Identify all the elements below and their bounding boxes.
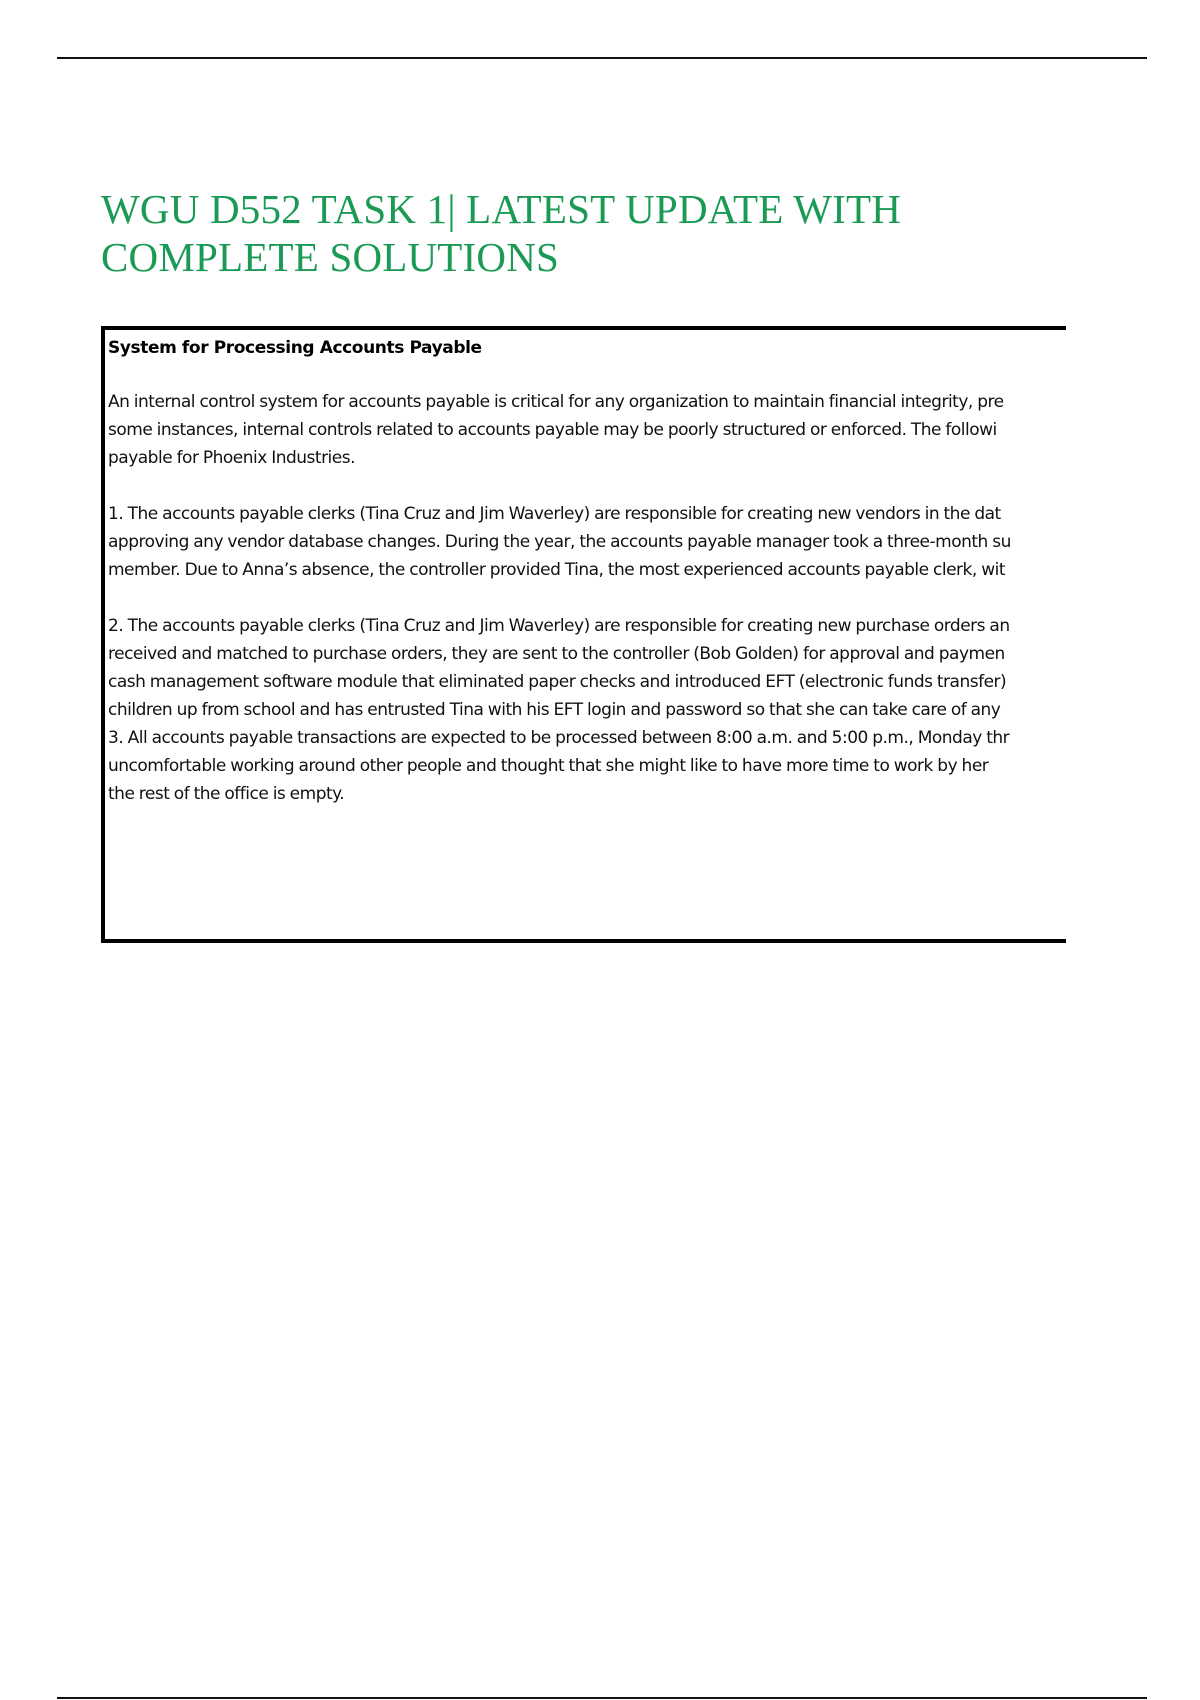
paragraph-line: 1. The accounts payable clerks (Tina Cruz and Jim Waverley) are responsible for creating new vendors in the dat <box>108 504 1001 524</box>
footer-rule <box>57 1697 1147 1699</box>
scenario-paragraph-2 <box>108 612 1010 724</box>
document-title-line: WGU D552 TASK 1| LATEST UPDATE WITH <box>101 186 902 232</box>
paragraph-line: some instances, internal controls related to accounts payable may be poorly structured or enforced. The followi <box>108 420 997 440</box>
paragraph-line: children up from school and has entrusted Tina with his EFT login and password so that she can take care of any <box>108 700 1001 720</box>
task-heading: System for Processing Accounts Payable <box>108 338 482 358</box>
paragraph-line: 2. The accounts payable clerks (Tina Cruz and Jim Waverley) are responsible for creating new purchase orders an <box>108 616 1010 636</box>
paragraph-line: the rest of the office is empty. <box>108 784 345 804</box>
header-rule <box>57 57 1147 59</box>
document-title-line: COMPLETE SOLUTIONS <box>101 234 560 280</box>
paragraph-line: uncomfortable working around other people and thought that she might like to have more time to work by her <box>108 756 989 776</box>
paragraph-line: received and matched to purchase orders, they are sent to the controller (Bob Golden) for approval and paymen <box>108 644 1005 664</box>
scenario-paragraph-3 <box>108 724 1009 808</box>
paragraph-line: approving any vendor database changes. During the year, the accounts payable manager took a three-month su <box>108 532 1011 552</box>
paragraph-line: 3. All accounts payable transactions are expected to be processed between 8:00 a.m. and 5:00 p.m., Monday thr <box>108 728 1010 748</box>
document-title <box>101 185 1101 281</box>
intro-paragraph <box>108 388 1004 472</box>
scenario-paragraph-1 <box>108 500 1011 584</box>
paragraph-line: An internal control system for accounts payable is critical for any organization to maintain financial integrity, pre <box>108 392 1004 412</box>
paragraph-line: member. Due to Anna’s absence, the controller provided Tina, the most experienced accounts payable clerk, wit <box>108 560 1005 580</box>
paragraph-line: payable for Phoenix Industries. <box>108 448 355 468</box>
paragraph-line: cash management software module that eliminated paper checks and introduced EFT (electronic funds transfer) <box>108 672 1007 692</box>
task-description-box <box>101 326 1066 943</box>
